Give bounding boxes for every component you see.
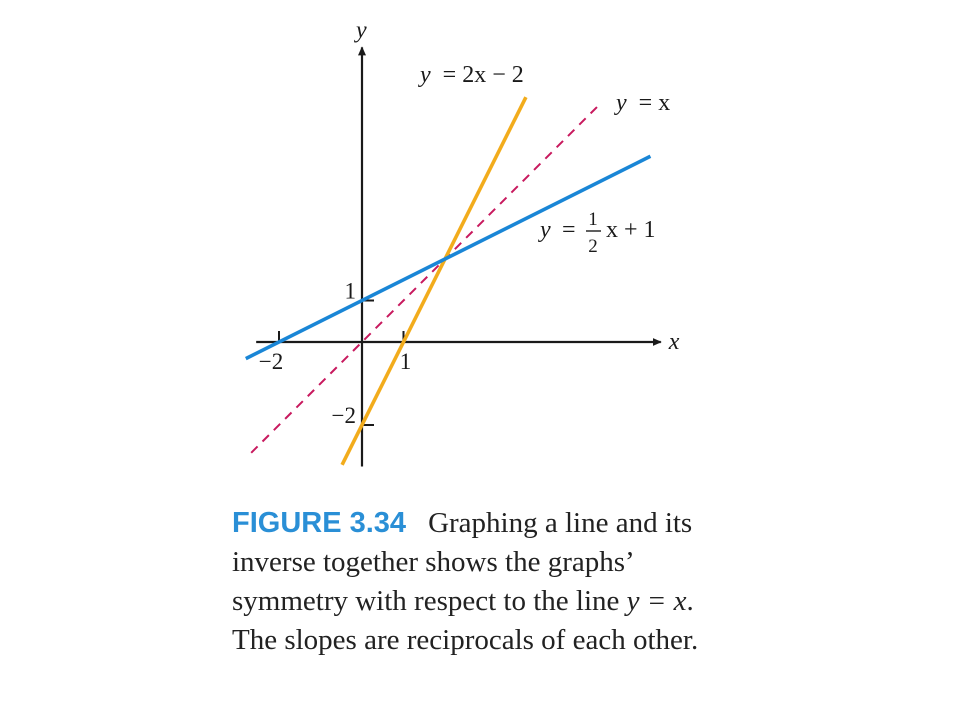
series-line-0 [342, 97, 526, 465]
caption-line-3: symmetry with respect to the line y = x. [232, 585, 694, 617]
svg-text:y: y [540, 217, 551, 243]
svg-text:=: = [562, 217, 576, 243]
line-label-2x-minus-2: y = 2x − 2 [420, 62, 524, 88]
caption-line-1: FIGURE 3.34 Graphing a line and its [232, 507, 693, 539]
line-label-half-x-plus-1 [538, 209, 656, 257]
svg-text:2: 2 [588, 236, 598, 257]
y-tick-label: −2 [331, 403, 356, 428]
y-tick-label: 1 [344, 278, 356, 304]
x-axis-label: x [668, 329, 680, 355]
figure-caption [232, 504, 792, 660]
x-tick-label: 1 [399, 349, 412, 374]
caption-line-4: The slopes are reciprocals of each other. [232, 624, 699, 656]
caption-line-2: inverse together shows the graphs’ [232, 546, 635, 578]
series-line-1 [251, 102, 602, 453]
svg-text:1: 1 [588, 209, 598, 230]
series-line-2 [246, 156, 651, 358]
svg-text:x + 1: x + 1 [606, 217, 656, 243]
figure-number: FIGURE 3.34 [232, 507, 407, 539]
line-label-y-equals-x: y = x [616, 90, 671, 116]
y-axis-label: y [356, 17, 367, 44]
x-tick-label: −2 [258, 349, 284, 374]
